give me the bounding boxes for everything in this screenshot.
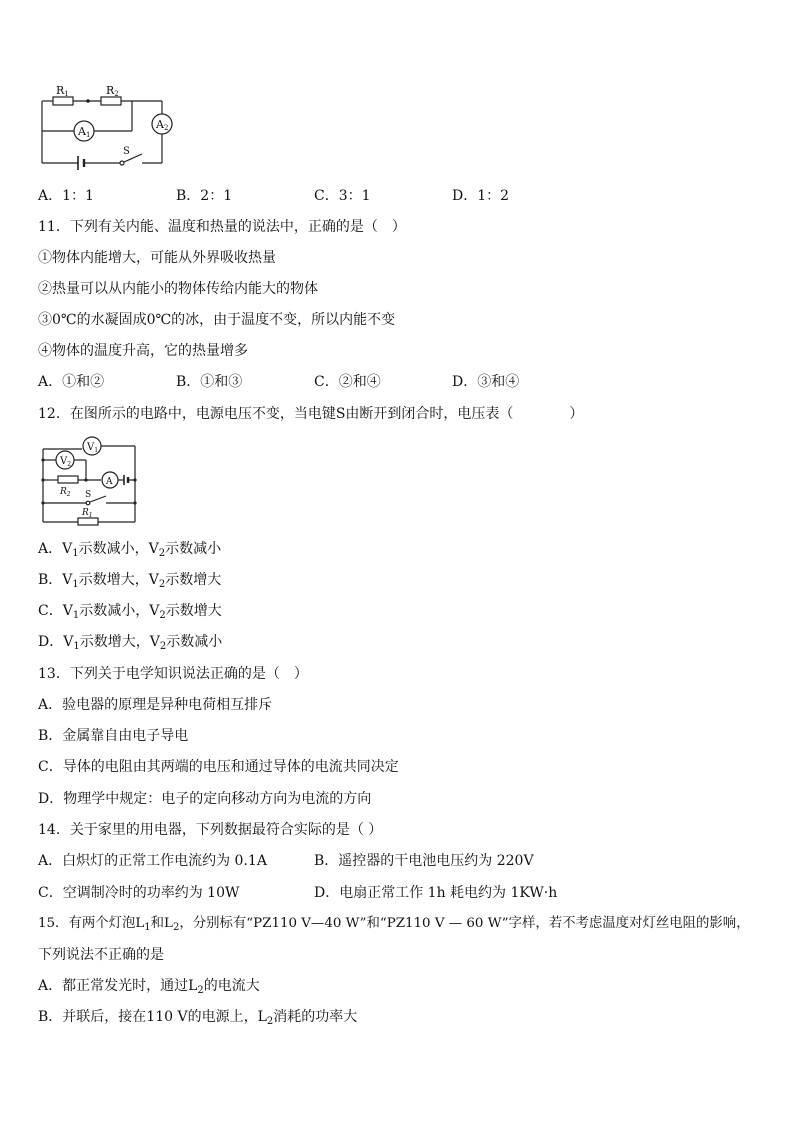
q13-option-b: B．金属靠自由电子导电 bbox=[38, 728, 189, 744]
q11-option-a: A．①和② bbox=[38, 374, 105, 390]
label-v1: $V_1$ bbox=[87, 442, 99, 454]
q10-option-d: D．1：2 bbox=[452, 188, 510, 204]
q14-option-c: C．空调制冷时的功率约为 10W bbox=[38, 885, 240, 901]
label-v2: $V_2$ bbox=[60, 456, 72, 468]
q11-item-2: ②热量可以从内能小的物体传给内能大的物体 bbox=[38, 281, 318, 297]
q14-option-b: B．遥控器的干电池电压约为 220V bbox=[314, 853, 534, 869]
q15-stem-line2: 下列说法不正确的是 bbox=[38, 947, 164, 963]
q11-stem: 11．下列有关内能、温度和热量的说法中，正确的是（ ） bbox=[38, 219, 406, 235]
q11-option-c: C．②和④ bbox=[314, 374, 381, 390]
q11-item-1: ①物体内能增大，可能从外界吸收热量 bbox=[38, 250, 276, 266]
resistor-r1-symbol bbox=[78, 518, 98, 525]
resistor-r2-symbol bbox=[101, 97, 121, 105]
q15-option-a: A．都正常发光时，通过$L_2$的电流大 bbox=[38, 978, 260, 996]
q11-item-3: ③0℃的水凝固成0℃的冰，由于温度不变，所以内能不变 bbox=[38, 312, 396, 328]
q15-option-b: B．并联后，接在110 V的电源上，$L_2$消耗的功率大 bbox=[38, 1009, 358, 1027]
q13-option-d: D．物理学中规定：电子的定向移动方向为电流的方向 bbox=[38, 791, 372, 807]
circuit-diagram-2 bbox=[38, 433, 142, 527]
q12-option-a: A．$V_1$示数减小，$V_2$示数减小 bbox=[38, 541, 222, 559]
resistor-r1-symbol bbox=[53, 97, 73, 105]
q13-option-a: A．验电器的原理是异种电荷相互排斥 bbox=[38, 697, 273, 713]
q13-option-c: C．导体的电阻由其两端的电压和通过导体的电流共同决定 bbox=[38, 759, 399, 775]
label-r2: R2 bbox=[106, 84, 119, 98]
label-s: S bbox=[123, 146, 130, 157]
q14-option-a: A．白炽灯的正常工作电流约为 0.1A bbox=[38, 853, 267, 869]
q14-option-d: D．电扇正常工作 1h 耗电约为 1KW·h bbox=[314, 885, 558, 901]
label-r1: R1 bbox=[56, 84, 69, 98]
q12-option-d: D．$V_1$示数增大，$V_2$示数减小 bbox=[38, 634, 223, 652]
q12-option-c: C．$V_1$示数减小，$V_2$示数增大 bbox=[38, 603, 222, 621]
label-a1: A1 bbox=[78, 125, 91, 139]
q14-stem: 14．关于家里的用电器，下列数据最符合实际的是（ ） bbox=[38, 822, 383, 838]
q10-option-b: B．2：1 bbox=[176, 188, 233, 204]
q10-option-a: A．1：1 bbox=[38, 188, 94, 204]
q15-stem: 15．有两个灯泡$L_1$和$L_2$，分别标有“PZ110 V—40 W”和“PZ110 V — 60 W”字样，若不考虑温度对灯丝电阻的影响， bbox=[38, 916, 750, 933]
resistor-r2-symbol bbox=[58, 476, 78, 483]
q10-option-c: C．3：1 bbox=[314, 188, 371, 204]
label-a: A bbox=[106, 477, 113, 487]
q12-option-b: B．$V_1$示数增大，$V_2$示数增大 bbox=[38, 572, 222, 590]
q13-stem: 13．下列关于电学知识说法正确的是（ ） bbox=[38, 666, 308, 682]
label-r2: $R_2$ bbox=[60, 487, 71, 498]
label-r1: $R_1$ bbox=[82, 508, 93, 519]
q11-item-4: ④物体的温度升高，它的热量增多 bbox=[38, 343, 248, 359]
q11-option-b: B．①和③ bbox=[176, 374, 243, 390]
circuit-diagram-1 bbox=[38, 84, 188, 174]
label-a2: A2 bbox=[156, 118, 169, 132]
switch-s-symbol bbox=[86, 501, 90, 505]
label-s: S bbox=[85, 490, 92, 500]
q11-option-d: D．③和④ bbox=[452, 374, 520, 390]
q12-stem: 12．在图所示的电路中，电源电压不变，当电键S由断开到闭合时，电压表（ ） bbox=[38, 406, 584, 422]
switch-s-symbol bbox=[120, 161, 124, 165]
